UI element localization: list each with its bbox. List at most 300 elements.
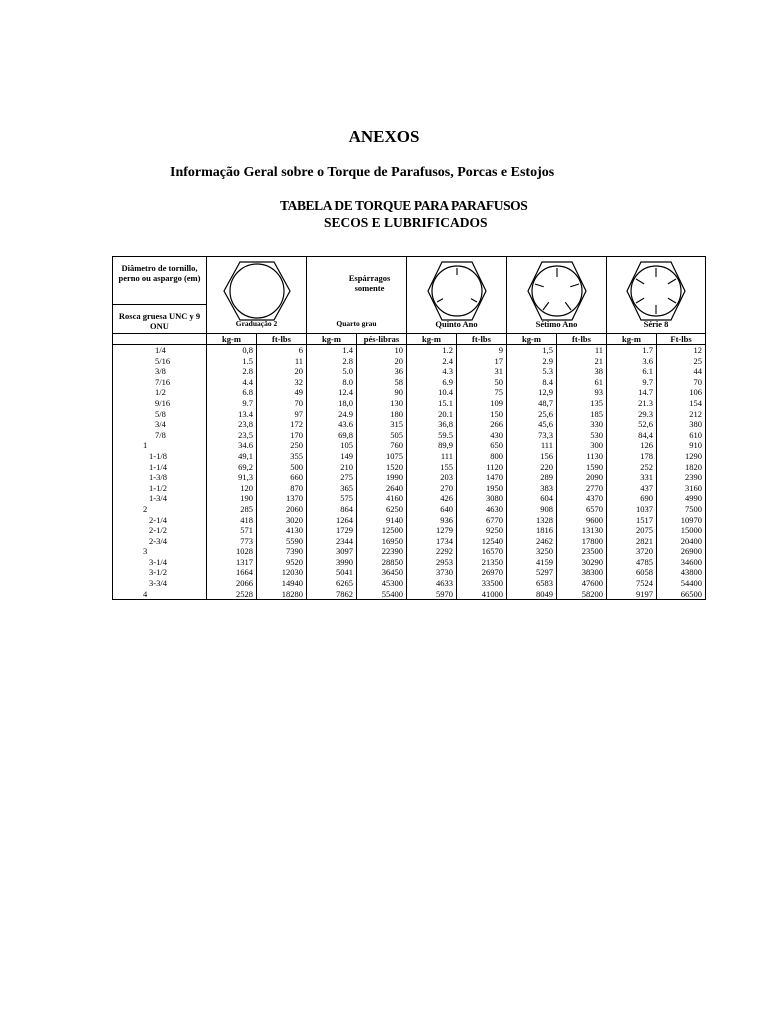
table-row: [113, 557, 706, 568]
torque-value-cell: 250: [257, 440, 307, 451]
torque-value-cell: 29.3: [607, 409, 657, 420]
torque-value-cell: 105: [307, 440, 357, 451]
torque-value-cell: 426: [407, 493, 457, 504]
torque-value-cell: 8.4: [507, 377, 557, 388]
torque-value-cell: 4633: [407, 578, 457, 589]
torque-value-cell: 155: [407, 462, 457, 473]
thread-label: Rosca gruesa UNC y 9 ONU: [118, 311, 201, 331]
torque-value-cell: 170: [257, 430, 307, 441]
torque-value-cell: 13.4: [207, 409, 257, 420]
torque-value-cell: 2.8: [207, 366, 257, 377]
hex-bolt-plain-icon: [222, 260, 292, 322]
torque-value-cell: 58200: [557, 589, 607, 600]
torque-value-cell: 120: [207, 483, 257, 494]
torque-value-cell: 190: [207, 493, 257, 504]
table-row: [113, 493, 706, 504]
bolt-size-cell: 2-1/2: [113, 525, 207, 536]
torque-value-cell: 154: [657, 398, 706, 409]
torque-value-cell: 111: [507, 440, 557, 451]
torque-value-cell: 210: [307, 462, 357, 473]
torque-value-cell: 1264: [307, 515, 357, 526]
torque-value-cell: 34.6: [207, 440, 257, 451]
torque-value-cell: 11: [557, 345, 607, 356]
torque-value-cell: 610: [657, 430, 706, 441]
torque-value-cell: 54400: [657, 578, 706, 589]
unit-header-row: [113, 334, 706, 345]
torque-value-cell: 47600: [557, 578, 607, 589]
torque-value-cell: 44: [657, 366, 706, 377]
torque-value-cell: 1734: [407, 536, 457, 547]
hex-bolt-5-lines-icon: [526, 260, 588, 322]
torque-value-cell: 418: [207, 515, 257, 526]
torque-value-cell: 180: [357, 409, 407, 420]
unit-header: ft-lbs: [257, 334, 307, 345]
unit-header-blank: [113, 334, 207, 345]
torque-value-cell: 36450: [357, 567, 407, 578]
torque-value-cell: 1950: [457, 483, 507, 494]
hex-bolt-3-lines-icon: [426, 260, 488, 322]
bolt-size-cell: 3/4: [113, 419, 207, 430]
torque-value-cell: 69,2: [207, 462, 257, 473]
torque-value-cell: 5970: [407, 589, 457, 600]
grade-8-header: [607, 257, 706, 334]
grade-8-caption: Série 8: [643, 319, 669, 330]
bolt-size-cell: 7/8: [113, 430, 207, 441]
torque-value-cell: 1,5: [507, 345, 557, 356]
bolt-size-cell: 5/16: [113, 356, 207, 367]
torque-value-cell: 28850: [357, 557, 407, 568]
torque-value-cell: 20400: [657, 536, 706, 547]
torque-value-cell: 16570: [457, 546, 507, 557]
torque-value-cell: 3.6: [607, 356, 657, 367]
torque-value-cell: 41000: [457, 589, 507, 600]
torque-value-cell: 6583: [507, 578, 557, 589]
torque-value-cell: 9: [457, 345, 507, 356]
torque-value-cell: 3990: [307, 557, 357, 568]
torque-value-cell: 15000: [657, 525, 706, 536]
torque-value-cell: 252: [607, 462, 657, 473]
torque-value-cell: 7524: [607, 578, 657, 589]
torque-value-cell: 135: [557, 398, 607, 409]
torque-value-cell: 1130: [557, 451, 607, 462]
torque-value-cell: 330: [557, 419, 607, 430]
torque-value-cell: 34600: [657, 557, 706, 568]
torque-value-cell: 1328: [507, 515, 557, 526]
table-row: [113, 589, 706, 600]
torque-value-cell: 22390: [357, 546, 407, 557]
torque-value-cell: 289: [507, 472, 557, 483]
diameter-header-cell: [113, 257, 207, 334]
unit-header: kg-m: [607, 334, 657, 345]
torque-value-cell: 870: [257, 483, 307, 494]
torque-value-cell: 0,8: [207, 345, 257, 356]
torque-value-cell: 1.5: [207, 356, 257, 367]
torque-value-cell: 3730: [407, 567, 457, 578]
torque-value-cell: 90: [357, 387, 407, 398]
torque-value-cell: 25,6: [507, 409, 557, 420]
torque-value-cell: 275: [307, 472, 357, 483]
torque-value-cell: 45300: [357, 578, 407, 589]
torque-value-cell: 500: [257, 462, 307, 473]
torque-value-cell: 1517: [607, 515, 657, 526]
torque-value-cell: 4370: [557, 493, 607, 504]
torque-value-cell: 36: [357, 366, 407, 377]
torque-value-cell: 365: [307, 483, 357, 494]
torque-value-cell: 5.0: [307, 366, 357, 377]
torque-value-cell: 6250: [357, 504, 407, 515]
unit-header: ft-lbs: [557, 334, 607, 345]
table-row: [113, 398, 706, 409]
table-row: [113, 504, 706, 515]
torque-value-cell: 212: [657, 409, 706, 420]
grade-4-header: [307, 257, 407, 334]
torque-value-cell: 70: [257, 398, 307, 409]
torque-value-cell: 12: [657, 345, 706, 356]
torque-value-cell: 12030: [257, 567, 307, 578]
diameter-label: Diâmetro de tornillo, perno ou aspargo (em): [113, 257, 206, 305]
torque-value-cell: 156: [507, 451, 557, 462]
torque-value-cell: 12.4: [307, 387, 357, 398]
torque-value-cell: 61: [557, 377, 607, 388]
hex-bolt-6-lines-icon: [625, 260, 687, 322]
torque-value-cell: 30290: [557, 557, 607, 568]
torque-value-cell: 84,4: [607, 430, 657, 441]
table-row: [113, 345, 706, 356]
stud-label: Espárragos somente: [348, 273, 391, 293]
torque-value-cell: 3097: [307, 546, 357, 557]
table-row: [113, 462, 706, 473]
grade-2-caption: Graduação 2: [235, 319, 278, 329]
bolt-size-cell: 3-3/4: [113, 578, 207, 589]
torque-value-cell: 9140: [357, 515, 407, 526]
torque-value-cell: 4160: [357, 493, 407, 504]
torque-value-cell: 17800: [557, 536, 607, 547]
torque-value-cell: 4630: [457, 504, 507, 515]
torque-value-cell: 49: [257, 387, 307, 398]
page-title: ANEXOS: [348, 127, 420, 146]
torque-value-cell: 690: [607, 493, 657, 504]
torque-value-cell: 172: [257, 419, 307, 430]
table-row: [113, 409, 706, 420]
torque-value-cell: 59.5: [407, 430, 457, 441]
torque-value-cell: 7390: [257, 546, 307, 557]
torque-value-cell: 2066: [207, 578, 257, 589]
torque-value-cell: 3720: [607, 546, 657, 557]
bolt-size-cell: 3-1/4: [113, 557, 207, 568]
table-row: [113, 377, 706, 388]
torque-value-cell: 50: [457, 377, 507, 388]
torque-value-cell: 1279: [407, 525, 457, 536]
torque-value-cell: 106: [657, 387, 706, 398]
table-row: [113, 472, 706, 483]
torque-value-cell: 89,9: [407, 440, 457, 451]
torque-value-cell: 9.7: [207, 398, 257, 409]
torque-value-cell: 6770: [457, 515, 507, 526]
page-subtitle: Informação Geral sobre o Torque de Parafusos, Porcas e Estojos: [170, 165, 555, 180]
torque-value-cell: 2.4: [407, 356, 457, 367]
torque-value-cell: 773: [207, 536, 257, 547]
torque-value-cell: 315: [357, 419, 407, 430]
torque-value-cell: 1120: [457, 462, 507, 473]
torque-value-cell: 55400: [357, 589, 407, 600]
torque-value-cell: 1075: [357, 451, 407, 462]
torque-value-cell: 220: [507, 462, 557, 473]
torque-value-cell: 38300: [557, 567, 607, 578]
grade-7-caption: Sétimo Ano: [535, 319, 578, 330]
torque-value-cell: 383: [507, 483, 557, 494]
torque-value-cell: 1290: [657, 451, 706, 462]
grade-4-caption: Quarto grau: [336, 319, 377, 329]
bolt-size-cell: 5/8: [113, 409, 207, 420]
unit-header: kg-m: [207, 334, 257, 345]
torque-value-cell: 21: [557, 356, 607, 367]
torque-value-cell: 15.1: [407, 398, 457, 409]
torque-value-cell: 10: [357, 345, 407, 356]
torque-value-cell: 10.4: [407, 387, 457, 398]
torque-value-cell: 2462: [507, 536, 557, 547]
torque-value-cell: 2292: [407, 546, 457, 557]
bolt-size-cell: 1-3/4: [113, 493, 207, 504]
bolt-size-cell: 2: [113, 504, 207, 515]
torque-value-cell: 910: [657, 440, 706, 451]
torque-value-cell: 8049: [507, 589, 557, 600]
torque-value-cell: 36,8: [407, 419, 457, 430]
torque-value-cell: 1.4: [307, 345, 357, 356]
torque-value-cell: 5.3: [507, 366, 557, 377]
bolt-size-cell: 1/2: [113, 387, 207, 398]
bolt-size-cell: 1-3/8: [113, 472, 207, 483]
torque-value-cell: 14.7: [607, 387, 657, 398]
torque-value-cell: 2953: [407, 557, 457, 568]
torque-value-cell: 9250: [457, 525, 507, 536]
torque-value-cell: 650: [457, 440, 507, 451]
torque-value-cell: 31: [457, 366, 507, 377]
table-row: [113, 515, 706, 526]
torque-value-cell: 6570: [557, 504, 607, 515]
torque-value-cell: 1037: [607, 504, 657, 515]
torque-value-cell: 18,0: [307, 398, 357, 409]
torque-value-cell: 2390: [657, 472, 706, 483]
table-title-line2: SECOS E LUBRIFICADOS: [324, 215, 488, 230]
torque-value-cell: 1820: [657, 462, 706, 473]
table-row: [113, 366, 706, 377]
torque-value-cell: 6.8: [207, 387, 257, 398]
torque-value-cell: 49,1: [207, 451, 257, 462]
torque-value-cell: 2770: [557, 483, 607, 494]
torque-value-cell: 3080: [457, 493, 507, 504]
torque-value-cell: 4.4: [207, 377, 257, 388]
torque-value-cell: 45,6: [507, 419, 557, 430]
torque-value-cell: 2060: [257, 504, 307, 515]
torque-value-cell: 1990: [357, 472, 407, 483]
torque-value-cell: 16950: [357, 536, 407, 547]
torque-value-cell: 93: [557, 387, 607, 398]
torque-value-cell: 20.1: [407, 409, 457, 420]
torque-value-cell: 126: [607, 440, 657, 451]
torque-value-cell: 1.2: [407, 345, 457, 356]
torque-value-cell: 355: [257, 451, 307, 462]
torque-value-cell: 7500: [657, 504, 706, 515]
unit-header: ft-lbs: [457, 334, 507, 345]
torque-value-cell: 23500: [557, 546, 607, 557]
bolt-size-cell: 1/4: [113, 345, 207, 356]
torque-value-cell: 12540: [457, 536, 507, 547]
torque-value-cell: 2.8: [307, 356, 357, 367]
torque-value-cell: 1370: [257, 493, 307, 504]
torque-value-cell: 5297: [507, 567, 557, 578]
torque-value-cell: 936: [407, 515, 457, 526]
torque-value-cell: 1028: [207, 546, 257, 557]
torque-value-cell: 4785: [607, 557, 657, 568]
torque-value-cell: 91,3: [207, 472, 257, 483]
grade-5-header: [407, 257, 507, 334]
torque-value-cell: 604: [507, 493, 557, 504]
torque-value-cell: 149: [307, 451, 357, 462]
table-row: [113, 483, 706, 494]
torque-value-cell: 58: [357, 377, 407, 388]
bolt-size-cell: 9/16: [113, 398, 207, 409]
unit-header: Ft-lbs: [657, 334, 706, 345]
unit-header: kg-m: [307, 334, 357, 345]
torque-value-cell: 4130: [257, 525, 307, 536]
torque-value-cell: 3020: [257, 515, 307, 526]
grade-5-caption: Quinto Ano: [435, 319, 478, 330]
table-row: [113, 567, 706, 578]
torque-value-cell: 69,8: [307, 430, 357, 441]
torque-value-cell: 6: [257, 345, 307, 356]
torque-value-cell: 12,9: [507, 387, 557, 398]
torque-value-cell: 300: [557, 440, 607, 451]
torque-value-cell: 23,5: [207, 430, 257, 441]
torque-value-cell: 430: [457, 430, 507, 441]
torque-value-cell: 5041: [307, 567, 357, 578]
torque-value-cell: 33500: [457, 578, 507, 589]
torque-value-cell: 13130: [557, 525, 607, 536]
unit-header: kg-m: [407, 334, 457, 345]
torque-value-cell: 505: [357, 430, 407, 441]
torque-value-cell: 380: [657, 419, 706, 430]
torque-value-cell: 43800: [657, 567, 706, 578]
grade-header-row: [113, 257, 706, 334]
torque-value-cell: 660: [257, 472, 307, 483]
torque-value-cell: 2344: [307, 536, 357, 547]
bolt-size-cell: 4: [113, 589, 207, 600]
bolt-size-cell: 3/8: [113, 366, 207, 377]
torque-value-cell: 530: [557, 430, 607, 441]
torque-value-cell: 1729: [307, 525, 357, 536]
torque-value-cell: 109: [457, 398, 507, 409]
torque-value-cell: 8.0: [307, 377, 357, 388]
torque-value-cell: 2640: [357, 483, 407, 494]
torque-value-cell: 1590: [557, 462, 607, 473]
table-row: [113, 546, 706, 557]
table-row: [113, 536, 706, 547]
torque-value-cell: 437: [607, 483, 657, 494]
torque-value-cell: 66500: [657, 589, 706, 600]
table-row: [113, 525, 706, 536]
torque-value-cell: 285: [207, 504, 257, 515]
torque-value-cell: 6.9: [407, 377, 457, 388]
torque-value-cell: 1.7: [607, 345, 657, 356]
torque-value-cell: 38: [557, 366, 607, 377]
torque-value-cell: 1317: [207, 557, 257, 568]
torque-value-cell: 908: [507, 504, 557, 515]
torque-value-cell: 864: [307, 504, 357, 515]
torque-value-cell: 43.6: [307, 419, 357, 430]
bolt-size-cell: 3-1/2: [113, 567, 207, 578]
torque-value-cell: 70: [657, 377, 706, 388]
torque-value-cell: 23,8: [207, 419, 257, 430]
torque-value-cell: 3160: [657, 483, 706, 494]
torque-value-cell: 1664: [207, 567, 257, 578]
torque-value-cell: 20: [357, 356, 407, 367]
torque-value-cell: 2528: [207, 589, 257, 600]
torque-value-cell: 52,6: [607, 419, 657, 430]
torque-value-cell: 73,3: [507, 430, 557, 441]
torque-value-cell: 26900: [657, 546, 706, 557]
torque-value-cell: 25: [657, 356, 706, 367]
table-row: [113, 387, 706, 398]
torque-value-cell: 1470: [457, 472, 507, 483]
table-row: [113, 451, 706, 462]
torque-value-cell: 4990: [657, 493, 706, 504]
bolt-size-cell: 1-1/2: [113, 483, 207, 494]
torque-value-cell: 12500: [357, 525, 407, 536]
bolt-size-cell: 1-1/4: [113, 462, 207, 473]
torque-value-cell: 21.3: [607, 398, 657, 409]
torque-value-cell: 178: [607, 451, 657, 462]
torque-value-cell: 150: [457, 409, 507, 420]
bolt-size-cell: 2-1/4: [113, 515, 207, 526]
torque-value-cell: 2075: [607, 525, 657, 536]
torque-value-cell: 6265: [307, 578, 357, 589]
bolt-size-cell: 1: [113, 440, 207, 451]
torque-value-cell: 6058: [607, 567, 657, 578]
table-title-line1: TABELA DE TORQUE PARA PARAFUSOS: [280, 198, 528, 213]
torque-value-cell: 266: [457, 419, 507, 430]
torque-value-cell: 24.9: [307, 409, 357, 420]
bolt-size-cell: 3: [113, 546, 207, 557]
torque-value-cell: 26970: [457, 567, 507, 578]
unit-header: kg-m: [507, 334, 557, 345]
torque-value-cell: 48,7: [507, 398, 557, 409]
bolt-size-cell: 1-1/8: [113, 451, 207, 462]
torque-value-cell: 4.3: [407, 366, 457, 377]
grade-2-header: [207, 257, 307, 334]
torque-value-cell: 1520: [357, 462, 407, 473]
torque-value-cell: 203: [407, 472, 457, 483]
torque-value-cell: 640: [407, 504, 457, 515]
torque-value-cell: 10970: [657, 515, 706, 526]
torque-value-cell: 571: [207, 525, 257, 536]
torque-value-cell: 185: [557, 409, 607, 420]
torque-value-cell: 800: [457, 451, 507, 462]
torque-value-cell: 9600: [557, 515, 607, 526]
torque-value-cell: 6.1: [607, 366, 657, 377]
table-row: [113, 419, 706, 430]
torque-value-cell: 18280: [257, 589, 307, 600]
torque-value-cell: 130: [357, 398, 407, 409]
torque-value-cell: 331: [607, 472, 657, 483]
torque-value-cell: 14940: [257, 578, 307, 589]
torque-value-cell: 2821: [607, 536, 657, 547]
unit-header: pés-libras: [357, 334, 407, 345]
torque-value-cell: 11: [257, 356, 307, 367]
table-row: [113, 356, 706, 367]
torque-value-cell: 21350: [457, 557, 507, 568]
torque-value-cell: 75: [457, 387, 507, 398]
grade-7-header: [507, 257, 607, 334]
